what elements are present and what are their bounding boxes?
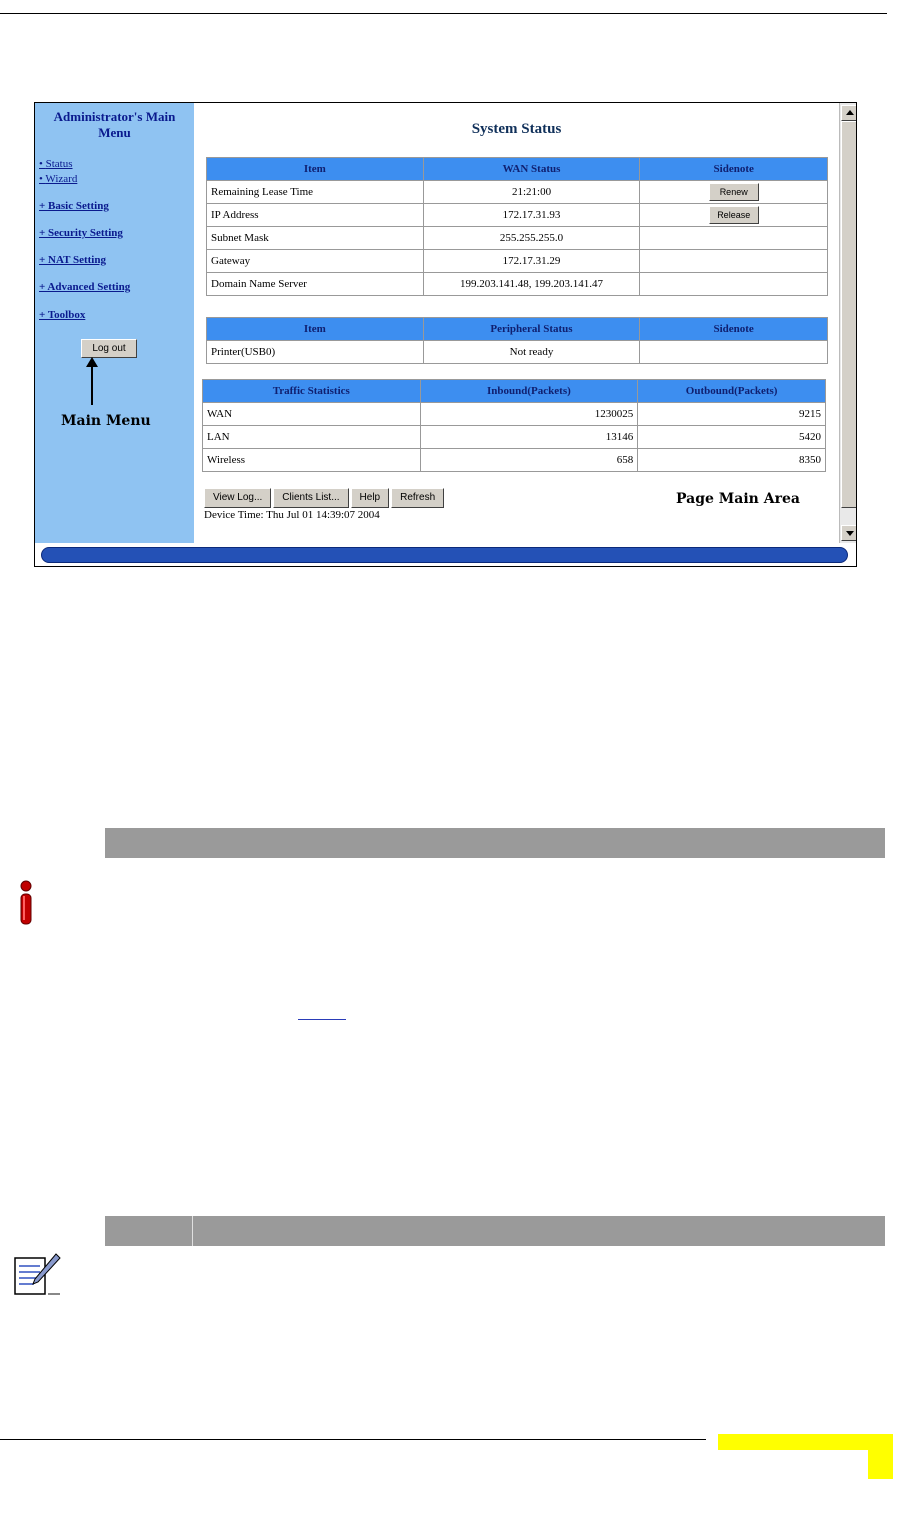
- traffic-statistics-table: [202, 379, 826, 472]
- page-main-area-annotation: Page Main Area: [676, 491, 800, 507]
- wan-status-table: [206, 157, 828, 296]
- table-header: Item: [207, 158, 424, 181]
- page-corner-mark-side: [868, 1434, 893, 1479]
- cell-item: IP Address: [207, 204, 424, 227]
- sidebar-link-wizard[interactable]: • Wizard: [39, 173, 78, 185]
- cell-item: Remaining Lease Time: [207, 181, 424, 204]
- cell-value: 172.17.31.93: [423, 204, 640, 227]
- sidebar-title-line2: Menu: [98, 125, 131, 140]
- cell-item: Domain Name Server: [207, 273, 424, 296]
- cell-item: Gateway: [207, 250, 424, 273]
- sidebar-section-advanced[interactable]: + Advanced Setting: [39, 281, 131, 293]
- sidebar-section-security[interactable]: + Security Setting: [39, 227, 123, 239]
- cell-item: Subnet Mask: [207, 227, 424, 250]
- table-row: [207, 250, 828, 273]
- table-row: [207, 227, 828, 250]
- sidebar-title-line1: Administrator's Main: [53, 109, 176, 124]
- main-menu-annotation: Main Menu: [61, 413, 151, 429]
- main-menu-sidebar: [35, 103, 194, 543]
- clients-list-button[interactable]: Clients List...: [273, 488, 348, 508]
- table-row: [207, 204, 828, 227]
- cell-sidenote: [640, 341, 828, 364]
- cell-name: LAN: [203, 426, 421, 449]
- table-header: Outbound(Packets): [638, 380, 826, 403]
- header-rule: [0, 13, 887, 14]
- table-header: Traffic Statistics: [203, 380, 421, 403]
- scroll-up-icon[interactable]: [841, 105, 857, 121]
- cell-inbound: 1230025: [420, 403, 638, 426]
- vertical-scrollbar[interactable]: [839, 103, 857, 543]
- note-bar: [105, 1216, 885, 1246]
- logout-button[interactable]: Log out: [81, 339, 137, 358]
- cell-value: Not ready: [423, 341, 640, 364]
- sidebar-section-basic[interactable]: + Basic Setting: [39, 200, 109, 212]
- cell-outbound: 8350: [638, 449, 826, 472]
- table-row: [203, 426, 826, 449]
- table-row: [207, 341, 828, 364]
- note-bar-divider: [192, 1216, 193, 1246]
- note-icon: [12, 1252, 62, 1298]
- arrow-shaft: [91, 363, 93, 405]
- cell-sidenote: [640, 181, 828, 204]
- table-header: Sidenote: [640, 318, 828, 341]
- cell-sidenote: [640, 204, 828, 227]
- important-note-bar: [105, 828, 885, 858]
- cell-name: Wireless: [203, 449, 421, 472]
- cell-value: 199.203.141.48, 199.203.141.47: [423, 273, 640, 296]
- footer-band: [35, 543, 856, 566]
- page-title: System Status: [471, 121, 562, 137]
- action-button-row: [204, 487, 446, 508]
- sidebar-section-nat[interactable]: + NAT Setting: [39, 254, 106, 266]
- cell-inbound: 658: [420, 449, 638, 472]
- table-row: [207, 181, 828, 204]
- page-main-area: [194, 103, 839, 543]
- cell-outbound: 9215: [638, 403, 826, 426]
- cell-sidenote: [640, 250, 828, 273]
- refresh-button[interactable]: Refresh: [391, 488, 444, 508]
- table-header: WAN Status: [423, 158, 640, 181]
- cross-reference-link[interactable]: [298, 1019, 346, 1020]
- release-button[interactable]: Release: [709, 206, 759, 224]
- table-header: Sidenote: [640, 158, 828, 181]
- router-screenshot: [34, 102, 857, 567]
- table-row: [203, 449, 826, 472]
- cell-value: 21:21:00: [423, 181, 640, 204]
- scroll-thumb[interactable]: [841, 121, 857, 508]
- table-header: Inbound(Packets): [420, 380, 638, 403]
- renew-button[interactable]: Renew: [709, 183, 759, 201]
- cell-value: 255.255.255.0: [423, 227, 640, 250]
- table-header: Peripheral Status: [423, 318, 640, 341]
- cell-name: WAN: [203, 403, 421, 426]
- cell-value: 172.17.31.29: [423, 250, 640, 273]
- peripheral-status-table: [206, 317, 828, 364]
- cell-sidenote: [640, 227, 828, 250]
- footer-bar: [41, 547, 848, 563]
- help-button[interactable]: Help: [351, 488, 390, 508]
- cell-inbound: 13146: [420, 426, 638, 449]
- view-log-button[interactable]: View Log...: [204, 488, 271, 508]
- device-time: Device Time: Thu Jul 01 14:39:07 2004: [204, 509, 380, 521]
- footer-rule: [0, 1439, 706, 1440]
- cell-sidenote: [640, 273, 828, 296]
- table-row: [203, 403, 826, 426]
- sidebar-link-status[interactable]: • Status: [39, 158, 73, 170]
- sidebar-section-toolbox[interactable]: + Toolbox: [39, 309, 86, 321]
- scroll-down-icon[interactable]: [841, 525, 857, 541]
- sidebar-title: [35, 109, 194, 141]
- cell-outbound: 5420: [638, 426, 826, 449]
- cell-item: Printer(USB0): [207, 341, 424, 364]
- table-header: Item: [207, 318, 424, 341]
- table-row: [207, 273, 828, 296]
- info-icon: [18, 880, 34, 926]
- page-corner-mark: [718, 1434, 893, 1450]
